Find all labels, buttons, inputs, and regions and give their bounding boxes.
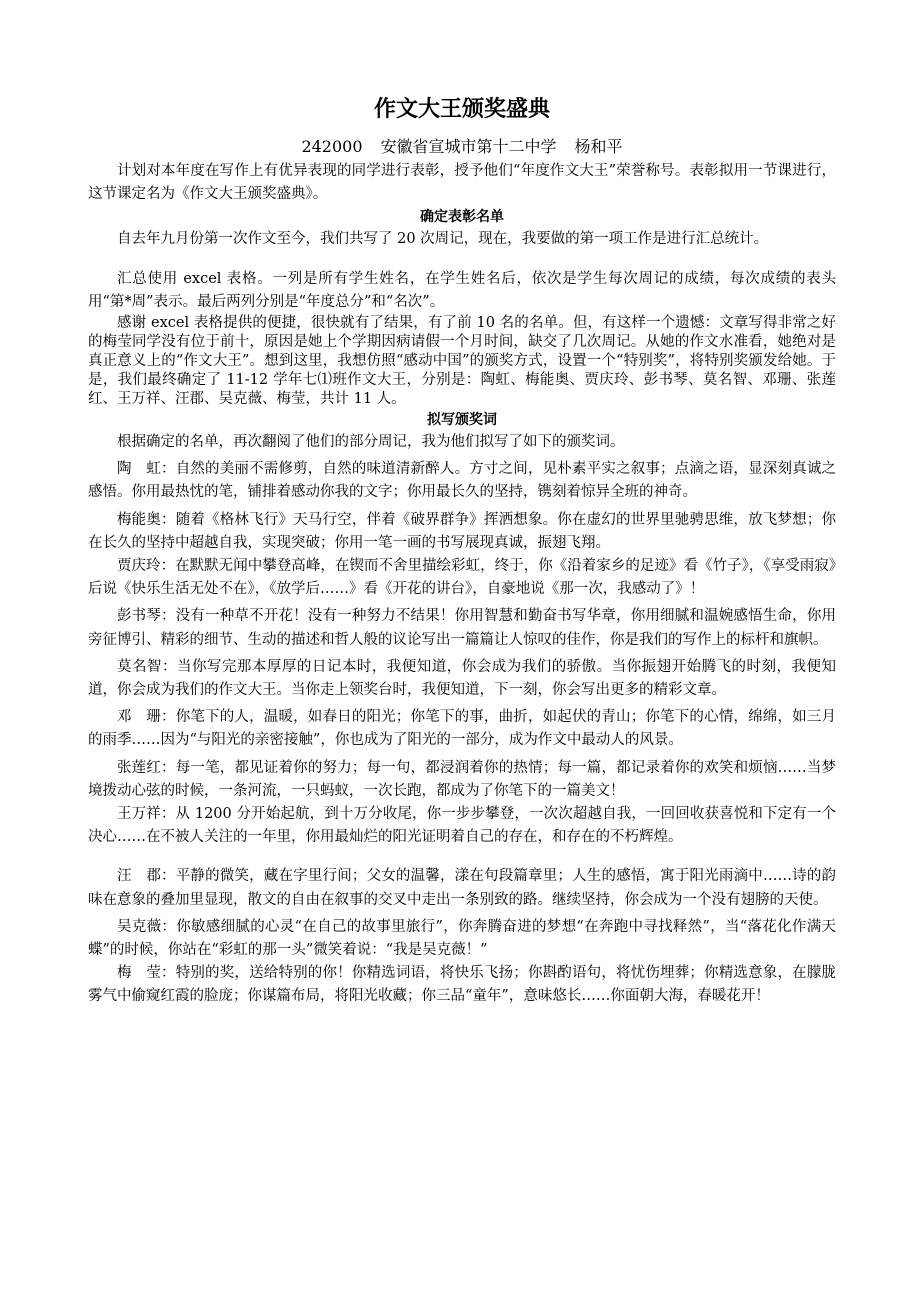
award-zhang-lianhong: 张莲红：每一笔，都见证着你的努力；每一句，都浸润着你的热情；每一篇，都记录着你的欢笑和烦恼……当梦境拨动心弦的时候，一条河流，一只蚂蚁，一次长跑，都成为了你笔下的一篇美文！ <box>88 759 836 799</box>
document-title: 作文大王颁奖盛典 <box>373 96 550 122</box>
section-heading-list: 确定表彰名单 <box>420 209 504 226</box>
award-tao-hong: 陶 虹：自然的美丽不需修剪，自然的味道清新醉人。方寸之间，见朴素平实之叙事；点滴之语，显深刻真诚之感悟。你用最热忱的笔，铺排着感动你我的文字；你用最长久的坚持，镌刻着惊异全班的神奇。 <box>88 461 836 501</box>
stats-paragraph: 自去年九月份第一次作文至今，我们共写了 20 次周记，现在，我要做的第一项工作是进行汇总统计。 <box>117 231 769 248</box>
byline <box>88 134 836 160</box>
award-deng-shan: 邓 珊：你笔下的人，温暖，如春日的阳光；你笔下的事，曲折，如起伏的青山；你笔下的心情，绵绵，如三月的雨季……因为“与阳光的亲密接触”，你也成为了阳光的一部分，成为作文中最动人的风景。 <box>88 709 836 749</box>
award-mei-ying: 梅 莹：特别的奖，送给特别的你！你精选词语，将快乐飞扬；你斟酌语句，将忧伤埋葬；你精选意象，在朦胧雾气中偷窥红霞的脸庞；你谋篇布局，将阳光收藏；你三品“童年”，意味悠长……你面朝大海，春暖花开！ <box>88 965 836 1005</box>
document-page <box>88 92 836 1009</box>
byline-author: 杨和平 <box>574 137 623 156</box>
award-mo-mingzhi: 莫名智：当你写完那本厚厚的日记本时，我便知道，你会成为我们的骄傲。当你振翅开始腾飞的时刻，我便知道，你会成为我们的作文大王。当你走上领奖台时，我便知道，下一刻，你会写出更多的精彩文章。 <box>88 658 836 699</box>
award-wang-jun: 汪 郡：平静的微笑，藏在字里行间；父女的温馨，漾在句段篇章里；人生的感悟，寓于阳光雨滴中……诗的韵味在意象的叠加里显现，散文的自由在叙事的交叉中走出一条别致的路。继续坚持，你会成为一个没有翅膀的天使。 <box>88 868 836 908</box>
byline-postcode: 242000 <box>301 137 363 156</box>
intro-paragraph: 计划对本年度在写作上有优异表现的同学进行表彰，授予他们“年度作文大王”荣誉称号。表彰拟用一节课进行，这节课定名为《作文大王颁奖盛典》。 <box>88 163 836 203</box>
award-peng-shuqin: 彭书琴：没有一种草不开花！没有一种努力不结果！你用智慧和勤奋书写华章，你用细腻和温婉感悟生命，你用旁征博引、精彩的细节、生动的描述和哲人般的议论写出一篇篇让人惊叹的佳作，你是我们的写作上的标杆和旗帜。 <box>88 608 836 648</box>
award-mei-nengao: 梅能奥：随着《格林飞行》天马行空，伴着《破界群争》挥洒想象。你在虚幻的世界里驰骋思维，放飞梦想；你在长久的坚持中超越自我，实现突破；你用一笔一画的书写展现真诚，振翅飞翔。 <box>88 511 836 551</box>
byline-school: 安徽省宣城市第十二中学 <box>380 137 557 156</box>
excel-paragraph: 汇总使用 excel 表格。一列是所有学生姓名，在学生姓名后，依次是学生每次周记的成绩，每次成绩的表头用“第*周”表示。最后两列分别是“年度总分”和“名次”。 <box>88 270 836 310</box>
award-wu-kewei: 吴克薇：你敏感细腻的心灵“在自己的故事里旅行”，你奔腾奋进的梦想“在奔跑中寻找释然”，当“落花化作满天蝶”的时候，你站在“彩虹的那一头”微笑着说：“我是吴克薇！” <box>88 918 836 959</box>
award-wang-wanxiang: 王万祥：从 1200 分开始起航，到十万分收尾，你一步步攀登，一次次超越自我，一回回收获喜悦和下定有一个决心……在不被人关注的一年里，你用最灿烂的阳光证明着自己的存在，和存在的不朽辉煌。 <box>88 806 836 846</box>
awards-intro-paragraph: 根据确定的名单，再次翻阅了他们的部分周记，我为他们拟写了如下的颁奖词。 <box>117 434 625 451</box>
result-paragraph: 感谢 excel 表格提供的便捷，很快就有了结果，有了前 10 名的名单。但，有这样一个遗憾：文章写得非常之好的梅莹同学没有位于前十，原因是她上个学期因病请假一个月时间，缺交了几次周记。从她的作文水准看，她绝对是真正意义上的“作文大王”。想到这里，我想仿照“感动中国”的颁奖方式，设置一个“特别奖”，将特别奖颁发给她。于是，我们最终确定了 11-12 学年七⑴班作文大王，分别是：陶虹、梅能奥、贾庆玲、彭书琴、莫名智、邓珊、张莲红、王万祥、汪郡、吴克薇、梅莹，共计 11 人。 <box>88 315 836 408</box>
award-jia-qingling: 贾庆玲：在默默无闻中攀登高峰，在锲而不舍里描绘彩虹，终于，你《沿着家乡的足迹》看《竹子》，《享受雨寂》后说《快乐生活无处不在》，《放学后……》看《开花的讲台》，自豪地说《那一次，我感动了》！ <box>88 558 836 598</box>
section-heading-awards: 拟写颁奖词 <box>427 412 497 429</box>
